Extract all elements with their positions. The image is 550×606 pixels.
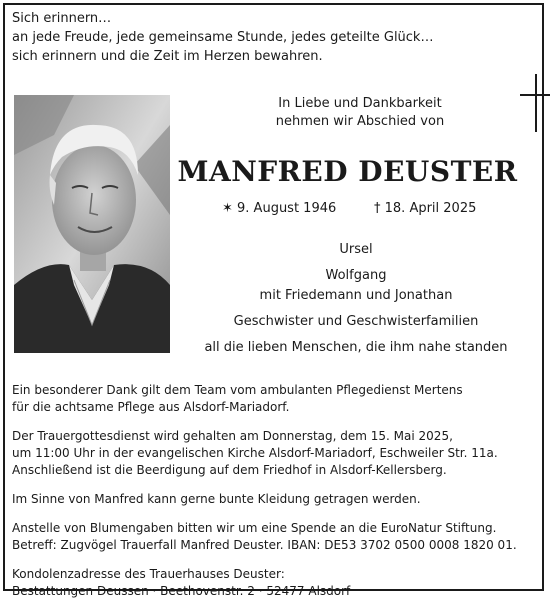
portrait-photo-graphic <box>14 95 170 353</box>
intro-line: nehmen wir Abschied von <box>275 114 445 129</box>
text-line: für die achtsame Pflege aus Alsdorf-Mariadorf. <box>12 400 290 414</box>
text-line: um 11:00 Uhr in der evangelischen Kirche Alsdorf-Mariadorf, Eschweiler Str. 11a. <box>12 446 498 460</box>
intro-line: In Liebe und Dankbarkeit <box>278 96 442 111</box>
mourner-line: Ursel <box>339 242 373 257</box>
death-date: † 18. April 2025 <box>374 201 477 216</box>
poem <box>12 9 433 66</box>
text-line: Anschließend ist die Beerdigung auf dem Friedhof in Alsdorf-Kellersberg. <box>12 463 447 477</box>
poem-line: an jede Freude, jede gemeinsame Stunde, jedes geteilte Glück… <box>12 30 434 45</box>
intro-text <box>190 95 530 131</box>
deceased-name: MANFRED DEUSTER <box>177 155 518 188</box>
text-line: Der Trauergottesdienst wird gehalten am Donnerstag, dem 15. Mai 2025, <box>12 429 453 443</box>
portrait-photo <box>14 95 170 353</box>
mourners-list <box>182 240 530 358</box>
mourner-line: Geschwister und Geschwisterfamilien <box>233 314 479 329</box>
text-line: Anstelle von Blumengaben bitten wir um eine Spende an die EuroNatur Stiftung. <box>12 521 497 535</box>
text-line: Im Sinne von Manfred kann gerne bunte Kleidung getragen werden. <box>12 492 421 506</box>
mourner-line: Wolfgang <box>325 268 387 283</box>
mourner-line: all die lieben Menschen, die ihm nahe standen <box>204 340 508 355</box>
text-line: Bestattungen Deussen · Beethovenstr. 2 · 52477 Alsdorf <box>12 584 351 598</box>
mourner-line: mit Friedemann und Jonathan <box>259 288 453 303</box>
birth-date: ✶ 9. August 1946 <box>222 201 337 216</box>
poem-line: Sich erinnern… <box>12 11 112 26</box>
text-line: Kondolenzadresse des Trauerhauses Deuster: <box>12 567 285 581</box>
text-line: Betreff: Zugvögel Trauerfall Manfred Deuster. IBAN: DE53 3702 0500 0008 1820 01. <box>12 538 517 552</box>
info-section <box>12 376 537 606</box>
poem-line: sich erinnern und die Zeit im Herzen bewahren. <box>12 49 323 64</box>
text-line: Ein besonderer Dank gilt dem Team vom ambulanten Pflegedienst Mertens <box>12 383 463 397</box>
